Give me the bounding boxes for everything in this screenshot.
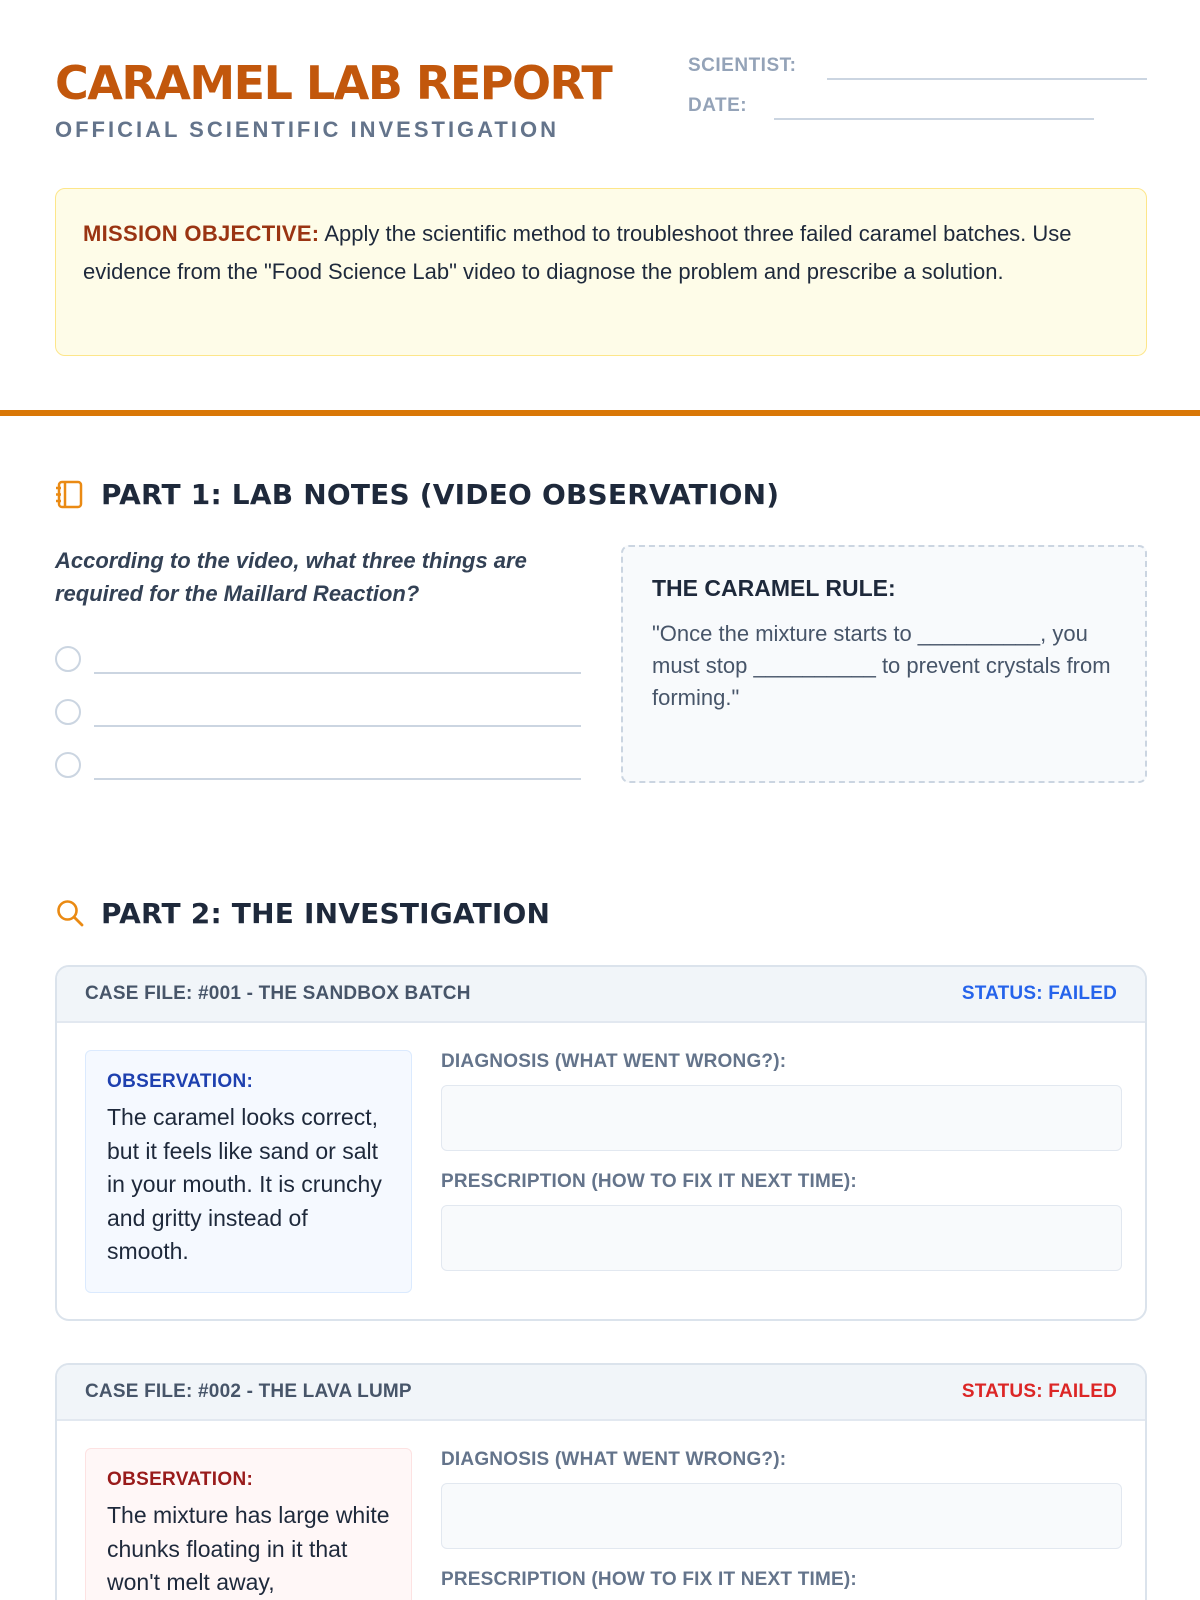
search-icon <box>55 898 85 928</box>
notebook-icon <box>55 479 85 509</box>
observation-text: The mixture has large white chunks floating in it that won't melt away, <box>107 1502 390 1595</box>
page-title: CARAMEL LAB REPORT <box>55 56 612 110</box>
report-header <box>55 55 1147 155</box>
answer-checkbox[interactable] <box>55 752 81 778</box>
page-subtitle: OFFICIAL SCIENTIFIC INVESTIGATION <box>55 117 559 142</box>
mission-text: Apply the scientific method to troubleshoot three failed caramel batches. Use evidence from the "Food Science Lab" video to diagnose the problem and prescribe a solution. <box>83 221 1072 284</box>
caramel-rule-box <box>621 545 1147 783</box>
diagnosis-label: DIAGNOSIS (WHAT WENT WRONG?): <box>441 1051 787 1072</box>
status-badge: STATUS: FAILED <box>961 983 1117 1004</box>
date-label: DATE: <box>688 95 748 116</box>
prescription-label: PRESCRIPTION (HOW TO FIX IT NEXT TIME): <box>441 1569 857 1590</box>
caramel-rule-title: THE CARAMEL RULE: <box>652 575 896 601</box>
observation-label: OBSERVATION: <box>107 1071 254 1092</box>
observation-box <box>85 1050 412 1293</box>
answer-line[interactable] <box>94 672 581 674</box>
answer-row <box>55 642 581 672</box>
part2-title: PART 2: THE INVESTIGATION <box>101 896 551 930</box>
answer-row <box>55 748 581 778</box>
section-divider <box>0 410 1200 416</box>
part1-question: According to the video, what three things are required for the Maillard Reaction? <box>55 548 527 606</box>
answer-line[interactable] <box>94 725 581 727</box>
diagnosis-field[interactable] <box>441 1085 1122 1151</box>
prescription-label: PRESCRIPTION (HOW TO FIX IT NEXT TIME): <box>441 1171 857 1192</box>
answer-row <box>55 695 581 725</box>
diagnosis-field[interactable] <box>441 1483 1122 1549</box>
case-file-header <box>57 967 1145 1023</box>
observation-label: OBSERVATION: <box>107 1469 254 1490</box>
date-field[interactable] <box>774 118 1094 120</box>
part1-heading <box>55 474 779 514</box>
observation-text: The caramel looks correct, but it feels like sand or salt in your mouth. It is crunchy and gritty instead of smooth. <box>107 1104 382 1264</box>
mission-objective-box <box>55 188 1147 356</box>
answer-checkbox[interactable] <box>55 646 81 672</box>
prescription-field[interactable] <box>441 1205 1122 1271</box>
answer-checkbox[interactable] <box>55 699 81 725</box>
case-file-card <box>55 1363 1147 1600</box>
scientist-label: SCIENTIST: <box>688 55 797 76</box>
answer-line[interactable] <box>94 778 581 780</box>
scientist-field[interactable] <box>827 78 1147 80</box>
case-file-name: CASE FILE: #002 - THE LAVA LUMP <box>85 1381 412 1402</box>
diagnosis-label: DIAGNOSIS (WHAT WENT WRONG?): <box>441 1449 787 1470</box>
part1-title: PART 1: LAB NOTES (VIDEO OBSERVATION) <box>101 477 780 511</box>
case-file-card <box>55 965 1147 1321</box>
observation-box <box>85 1448 412 1600</box>
case-file-header <box>57 1365 1145 1421</box>
caramel-rule-text: "Once the mixture starts to __________, you must stop __________ to prevent crystals from forming." <box>652 621 1111 710</box>
part2-heading <box>55 893 550 933</box>
mission-label: MISSION OBJECTIVE: <box>83 221 320 246</box>
case-file-name: CASE FILE: #001 - THE SANDBOX BATCH <box>85 983 471 1004</box>
status-badge: STATUS: FAILED <box>961 1381 1117 1402</box>
